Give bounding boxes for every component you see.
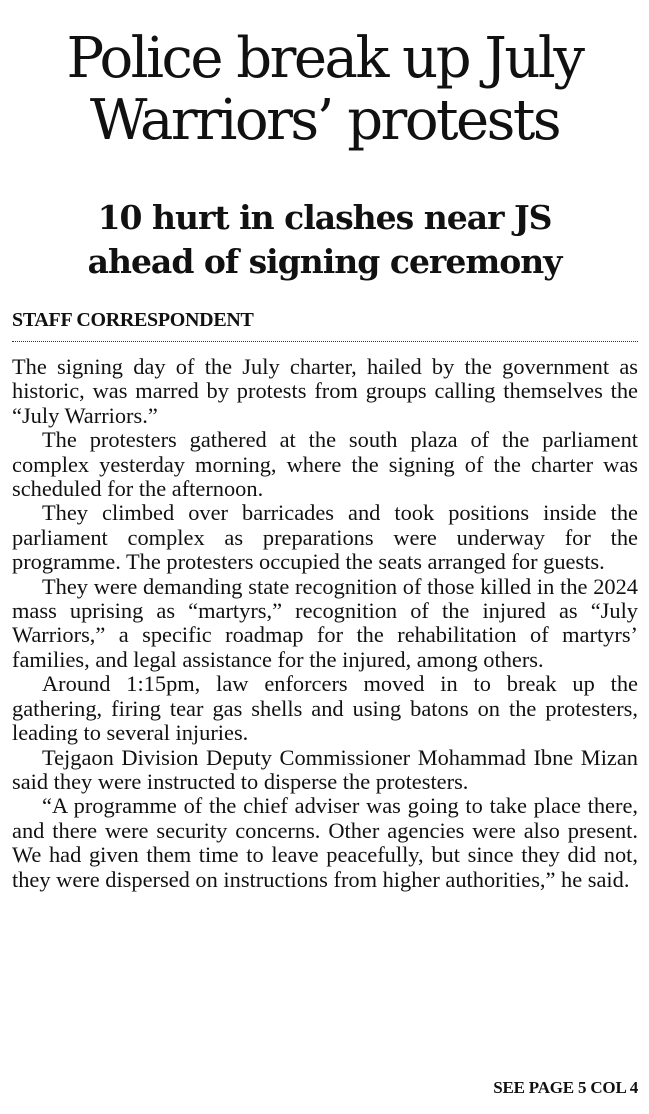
headline-line-2: Warriors’ protests — [89, 88, 560, 153]
paragraph-2: The protesters gathered at the south plaza of the parliament complex yesterday morning, where the signing of the charter was scheduled for the afternoon. — [12, 427, 638, 502]
article-body — [12, 355, 638, 892]
paragraph-6: Tejgaon Division Deputy Commissioner Mohammad Ibne Mizan said they were instructed to disperse the protesters. — [12, 744, 638, 794]
headline-line-1: Police break up July — [66, 26, 583, 91]
headline — [0, 28, 649, 152]
paragraph-4: They were demanding state recognition of those killed in the 2024 mass uprising as “martyrs,” recognition of the injured as “July Warriors,” a specific roadmap for the rehabilitation of martyrs’ families, and legal assistance for the injured, among others. — [12, 573, 638, 672]
subheadline-line-1: 10 hurt in clashes near JS — [97, 198, 552, 237]
byline: STAFF CORRESPONDENT — [12, 309, 254, 331]
paragraph-7: “A programme of the chief adviser was going to take place there, and there were security concerns. Other agencies were also present. We had given them time to leave peacefully, but since they did not, they were dispersed on instructions from higher authorities,” he said. — [12, 793, 638, 892]
paragraph-3: They climbed over barricades and took positions inside the parliament complex as preparations were underway for the programme. The protesters occupied the seats arranged for guests. — [12, 500, 638, 575]
dotted-divider — [12, 341, 638, 342]
continued-on-page-link: SEE PAGE 5 COL 4 — [493, 1078, 638, 1097]
paragraph-5: Around 1:15pm, law enforcers moved in to break up the gathering, firing tear gas shells and using batons on the protesters, leading to several injuries. — [12, 671, 638, 746]
subheadline — [0, 196, 649, 284]
paragraph-1: The signing day of the July charter, hailed by the government as historic, was marred by protests from groups calling themselves the “July Warriors.” — [12, 354, 638, 428]
subheadline-line-2: ahead of signing ceremony — [87, 242, 562, 281]
